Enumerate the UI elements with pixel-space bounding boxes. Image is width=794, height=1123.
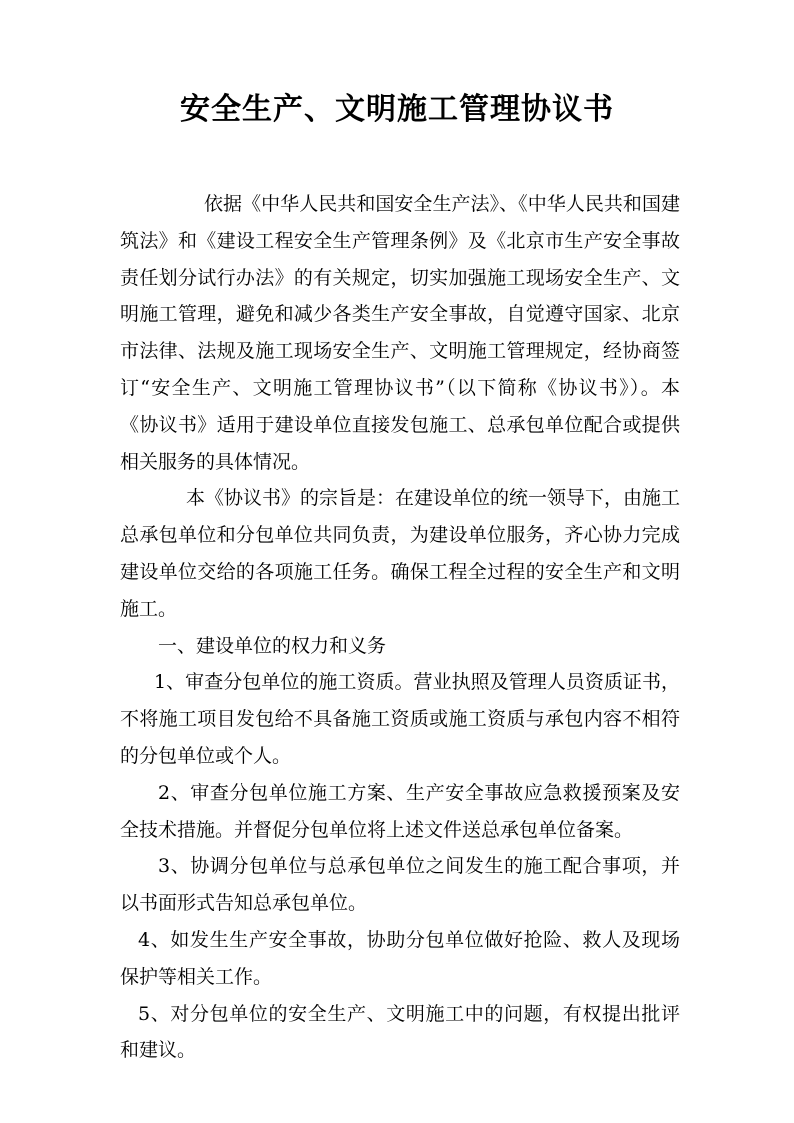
clause-1: 1、审查分包单位的施工资质。营业执照及管理人员资质证书，不将施工项目发包给不具备施工资质或施工资质与承包内容不相符的分包单位或个人。: [120, 671, 680, 767]
clause-2: 2、审查分包单位施工方案、生产安全事故应急救援预案及安全技术措施。并督促分包单位将上述文件送总承包单位备案。: [120, 781, 680, 841]
clause-4: 4、如发生生产安全事故，协助分包单位做好抢险、救人及现场保护等相关工作。: [120, 928, 680, 988]
clause-3: 3、协调分包单位与总承包单位之间发生的施工配合事项，并以书面形式告知总承包单位。: [120, 855, 680, 915]
section-heading-owner-rights: 一、建设单位的权力和义务: [158, 634, 387, 657]
paragraph-purpose: 本《协议书》的宗旨是：在建设单位的统一领导下，由施工总承包单位和分包单位共同负责，为建设单位服务，齐心协力完成建设单位交给的各项施工任务。确保工程全过程的安全生产和文明施工。: [120, 487, 681, 620]
clause-5: 5、对分包单位的安全生产、文明施工中的问题，有权提出批评和建议。: [120, 1002, 680, 1062]
document-title: 安全生产、文明施工管理协议书: [180, 92, 614, 127]
paragraph-preamble: 依据《中华人民共和国安全生产法》、《中华人民共和国建筑法》和《建设工程安全生产管理条例》及《北京市生产安全事故责任划分试行办法》的有关规定，切实加强施工现场安全生产、文明施工管理，避免和减少各类生产安全事故，自觉遵守国家、北京市法律、法规及施工现场安全生产、文明施工管理规定，经协商签订“安全生产、文明施工管理协议书”（以下简称《协议书》）。本《协议书》适用于建设单位直接发包施工、总承包单位配合或提供相关服务的具体情况。: [120, 193, 680, 473]
document-body: [120, 186, 680, 1069]
